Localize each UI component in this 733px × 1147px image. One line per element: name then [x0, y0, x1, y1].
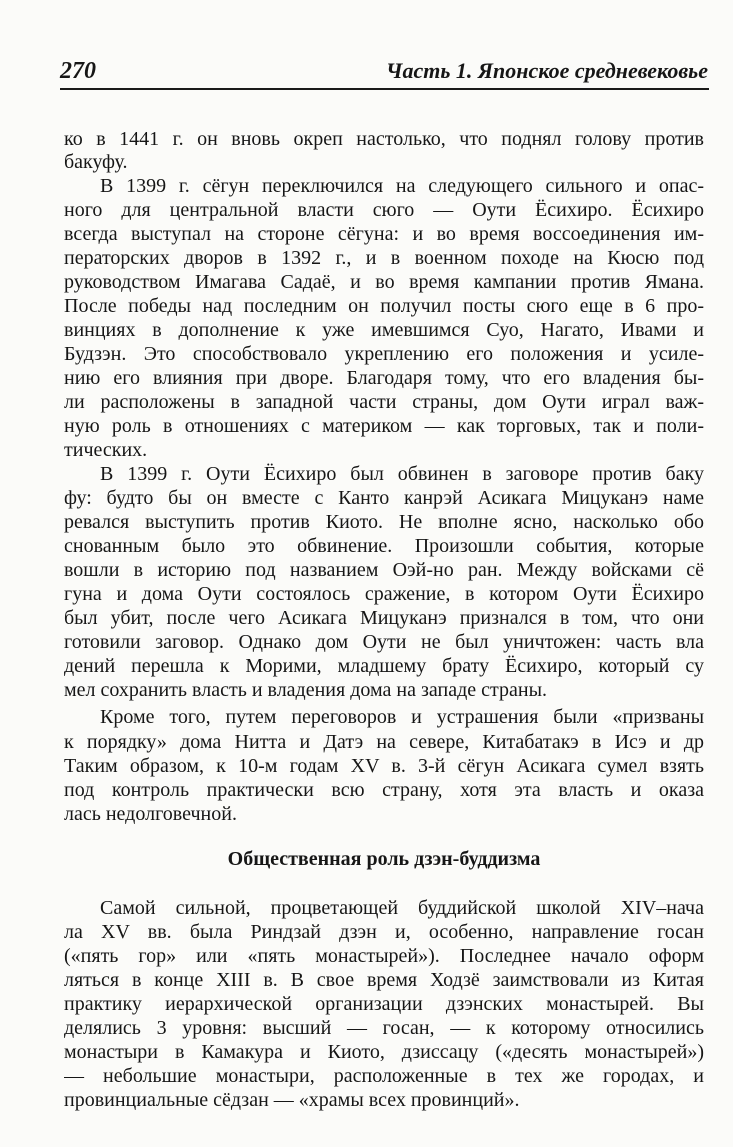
text-line: тических.	[64, 439, 148, 461]
text-line: ко в 1441 г. он вновь окреп настолько, что поднял голову против	[64, 128, 704, 150]
text-line: вошли в историю под названием Оэй-но ран. Между войсками сё	[64, 559, 704, 581]
text-line: всегда выступал на стороне сёгуна: и во время воссоединения им-	[64, 223, 704, 245]
text-line: ного для центральной власти сюго — Оути Ёсихиро. Ёсихиро	[64, 199, 704, 221]
page-number: 270	[60, 58, 96, 84]
text-line: готовили заговор. Однако дом Оути не был уничтожен: часть вла	[64, 631, 704, 653]
text-line: ператорских дворов в 1392 г., и в военном походе на Кюсю под	[64, 247, 704, 269]
text-line: нию его влияния при дворе. Благодаря тому, что его владения бы-	[64, 367, 704, 389]
text-line: гуна и дома Оути состоялось сражение, в котором Оути Ёсихиро	[64, 583, 704, 605]
text-line: под контроль практически всю страну, хотя эта власть и оказа	[64, 779, 704, 801]
text-line: («пять гор» или «пять монастырей»). Последнее начало оформ	[64, 945, 704, 967]
text-line: монастыри в Камакура и Киото, дзиссацу («десять монастырей»)	[64, 1041, 704, 1063]
text-line: После победы над последним он получил посты сюго еще в 6 про-	[64, 295, 704, 317]
text-line: бакуфу.	[64, 151, 128, 173]
text-line: ную роль в отношениях с материком — как торговых, так и поли-	[64, 415, 704, 437]
text-line: руководством Имагава Садаё, и во время кампании против Ямана.	[64, 271, 704, 293]
text-line: Самой сильной, процветающей буддийской школой XIV–нача	[100, 897, 704, 919]
text-line: Таким образом, к 10-м годам XV в. 3-й сёгун Асикага сумел взять	[64, 755, 704, 777]
text-line: Кроме того, путем переговоров и устрашения были «призваны	[100, 706, 704, 728]
text-line: мел сохранить власть и владения дома на западе страны.	[64, 679, 548, 701]
text-line: В 1399 г. сёгун переключился на следующего сильного и опас-	[100, 175, 704, 197]
text-line: фу: будто бы он вместе с Канто канрэй Асикага Мицуканэ наме	[64, 487, 704, 509]
text-line: ревался выступить против Киото. Не вполне ясно, насколько обо	[64, 511, 704, 533]
page-header	[60, 52, 708, 88]
text-line: к порядку» дома Нитта и Датэ на севере, Китабатакэ в Исэ и др	[64, 731, 704, 753]
text-line: снованным было это обвинение. Произошли события, которые	[64, 535, 704, 557]
text-line: лась недолговечной.	[64, 803, 237, 825]
header-rule	[60, 88, 709, 90]
text-line: винциях в дополнение к уже имевшимся Суо, Нагато, Ивами и	[64, 319, 704, 341]
text-line: Будзэн. Это способствовало укреплению его положения и усиле-	[64, 343, 704, 365]
text-line: В 1399 г. Оути Ёсихиро был обвинен в заговоре против баку	[100, 463, 704, 485]
text-line: был убит, после чего Асикага Мицуканэ признался в том, что они	[64, 607, 704, 629]
text-line: ли расположены в западной части страны, дом Оути играл важ-	[64, 391, 704, 413]
text-line: провинциальные сёдзан — «храмы всех провинций».	[64, 1089, 520, 1111]
running-head: Часть 1. Японское средневековье	[386, 58, 708, 83]
text-line: ла XV вв. была Риндзай дзэн и, особенно, направление госан	[64, 921, 704, 943]
text-line: — небольшие монастыри, расположенные в тех же городах, и	[64, 1065, 704, 1087]
text-line: дений перешла к Морими, младшему брату Ёсихиро, который су	[64, 655, 704, 677]
text-line: ляться в конце XIII в. В свое время Ходзё заимствовали из Китая	[64, 969, 704, 991]
text-line: делялись 3 уровня: высший — госан, — к которому относились	[64, 1017, 704, 1039]
section-heading: Общественная роль дзэн-буддизма	[227, 848, 541, 870]
text-line: практику иерархической организации дзэнских монастырей. Вы	[64, 993, 704, 1015]
